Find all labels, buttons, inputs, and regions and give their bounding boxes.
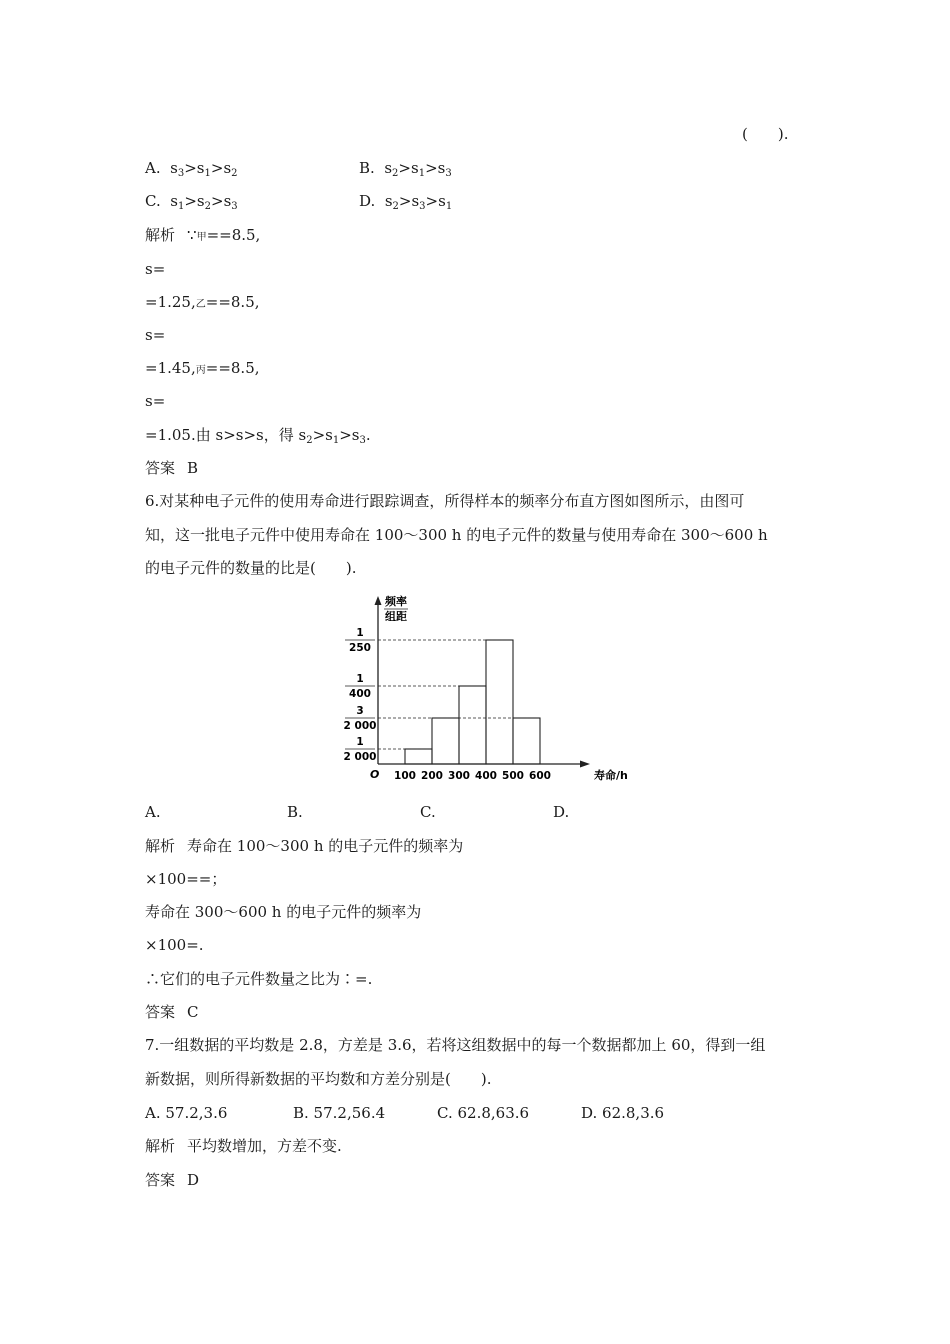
y-tick-labels <box>344 627 377 763</box>
x-tick-label: 400 <box>475 770 497 782</box>
answer-bracket: ( ). <box>742 125 789 143</box>
q6-stem-line-3: 的电子元件的数量的比是( ). <box>145 559 357 577</box>
histogram-bar <box>486 640 513 764</box>
x-tick-label: 500 <box>502 770 524 782</box>
x-axis-arrow-icon <box>580 761 590 768</box>
q7-stem-line-2: 新数据，则所得新数据的平均数和方差分别是( ). <box>145 1070 492 1088</box>
q6-option-a: A. <box>145 803 161 821</box>
q5-option-a: A. $s_3>s_1>s_2$ <box>145 159 238 179</box>
histogram-bar <box>405 749 432 764</box>
q6-option-d: D. <box>553 803 570 821</box>
y-tick-numerator: 3 <box>356 705 364 717</box>
y-tick-numerator: 1 <box>356 736 364 748</box>
q6-stem-line-1: 6.对某种电子元件的使用寿命进行跟踪调查，所得样本的频率分布直方图如图所示，由图可 <box>145 492 745 510</box>
q6-solution-line-3: 寿命在 300～600 h 的电子元件的频率为 <box>145 903 422 921</box>
q7-solution: 解析 平均数增加，方差不变. <box>145 1137 342 1155</box>
histogram-bar <box>513 718 540 764</box>
histogram-bar <box>432 718 459 764</box>
q7-stem-line-1: 7.一组数据的平均数是 2.8，方差是 3.6，若将这组数据中的每一个数据都加上 60，得到一组 <box>145 1036 766 1054</box>
q7-option-b: B. 57.2,56.4 <box>293 1104 386 1122</box>
y-tick-numerator: 1 <box>356 627 364 639</box>
q6-solution-line-2: ×100==； <box>145 870 227 888</box>
q5-solution-line-4: s= <box>145 326 166 344</box>
q5-solution-line-7: =1.05.由 s>s>s，得 $s_2>s_1>s_3$. <box>145 426 371 446</box>
q5-option-d: D. $s_2>s_3>s_1$ <box>359 192 453 212</box>
q5-solution-line-5: =1.45,丙==8.5, <box>145 359 260 377</box>
q5-option-c: C. $s_1>s_2>s_3$ <box>145 192 238 212</box>
q5-solution-line-6: s= <box>145 392 166 410</box>
q6-solution-line-1: 解析 寿命在 100～300 h 的电子元件的频率为 <box>145 837 464 855</box>
y-tick-denominator: 2 000 <box>343 751 377 763</box>
origin-label: O <box>370 768 380 781</box>
q6-stem-line-2: 知，这一批电子元件中使用寿命在 100～300 h 的电子元件的数量与使用寿命在 300～600 h <box>145 526 768 544</box>
x-tick-label: 300 <box>448 770 470 782</box>
q7-answer: 答案 D <box>145 1171 200 1189</box>
y-tick-denominator: 2 000 <box>343 720 377 732</box>
histogram-bars <box>405 640 540 764</box>
x-tick-labels <box>394 770 551 782</box>
q5-option-b: B. $s_2>s_1>s_3$ <box>359 159 452 179</box>
x-tick-label: 600 <box>529 770 551 782</box>
q5-solution-line-2: s= <box>145 260 166 278</box>
q6-solution-line-5: ∴它们的电子元件数量之比为∶=. <box>145 970 373 988</box>
q6-option-b: B. <box>287 803 303 821</box>
y-tick-denominator: 400 <box>349 688 371 700</box>
q6-answer: 答案 C <box>145 1003 199 1021</box>
x-tick-label: 200 <box>421 770 443 782</box>
y-axis-label-bottom: 组距 <box>385 610 407 623</box>
y-tick-denominator: 250 <box>349 642 371 654</box>
y-axis-arrow-icon <box>375 596 382 605</box>
q6-option-c: C. <box>420 803 436 821</box>
q7-option-a: A. 57.2,3.6 <box>145 1104 228 1122</box>
x-axis-label: 寿命/h <box>594 769 628 782</box>
q7-option-c: C. 62.8,63.6 <box>437 1104 530 1122</box>
y-tick-numerator: 1 <box>356 673 364 685</box>
frequency-histogram <box>340 592 628 792</box>
q5-solution-line-3: =1.25,乙==8.5, <box>145 293 260 311</box>
x-tick-label: 100 <box>394 770 416 782</box>
q5-answer: 答案 B <box>145 459 199 477</box>
y-axis-label-top: 频率 <box>385 595 407 608</box>
q6-solution-line-4: ×100=. <box>145 936 204 954</box>
histogram-bar <box>459 686 486 764</box>
q5-solution-line-1: 解析 ∵甲==8.5, <box>145 226 261 244</box>
q7-option-d: D. 62.8,3.6 <box>581 1104 665 1122</box>
